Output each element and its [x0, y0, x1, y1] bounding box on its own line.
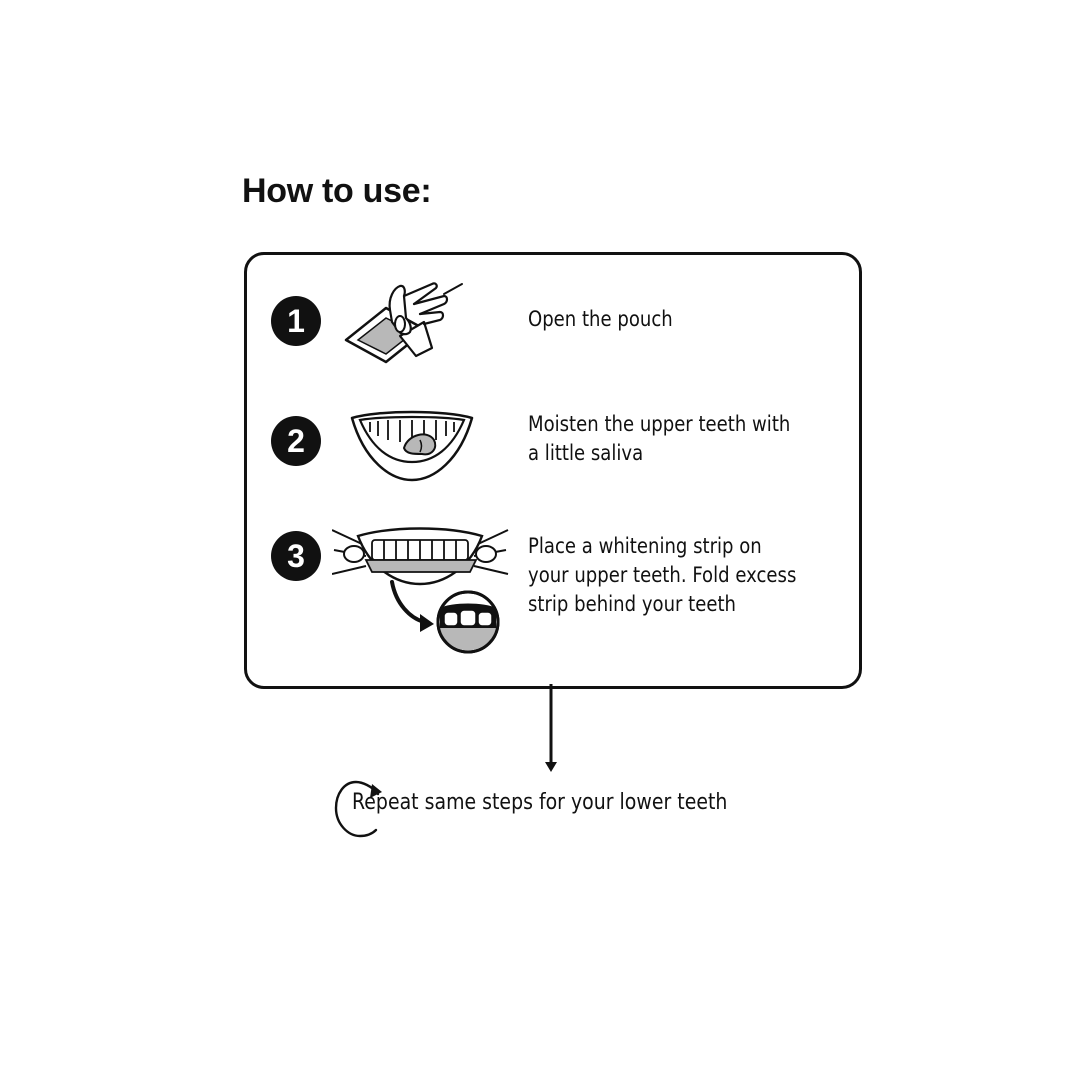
step-1-text: [528, 305, 673, 334]
step-number: 1: [287, 303, 305, 339]
step-number-badge-1: [270, 295, 322, 347]
smiling-mouth-tongue-icon: [348, 408, 476, 484]
down-arrow-connector: [540, 684, 562, 776]
strip-placement-icon: [332, 522, 512, 660]
step-3-line-1: Place a whitening strip on: [528, 534, 762, 558]
step-1-line-1: Open the pouch: [528, 307, 673, 331]
step-3-line-2: your upper teeth. Fold excess: [528, 563, 797, 587]
step-number: 2: [287, 423, 305, 459]
step-number: 3: [287, 538, 305, 574]
step-number-badge-2: [270, 415, 322, 467]
pouch-opening-icon: [340, 278, 470, 370]
step-3-line-3: strip behind your teeth: [528, 592, 737, 616]
step-2-line-2: a little saliva: [528, 441, 644, 465]
page-title: How to use:: [242, 172, 432, 210]
step-number-badge-3: [270, 530, 322, 582]
repeat-instruction: Repeat same steps for your lower teeth: [352, 790, 728, 815]
step-3-text: [528, 532, 796, 619]
step-2-line-1: Moisten the upper teeth with: [528, 412, 791, 436]
step-2-text: [528, 410, 790, 468]
